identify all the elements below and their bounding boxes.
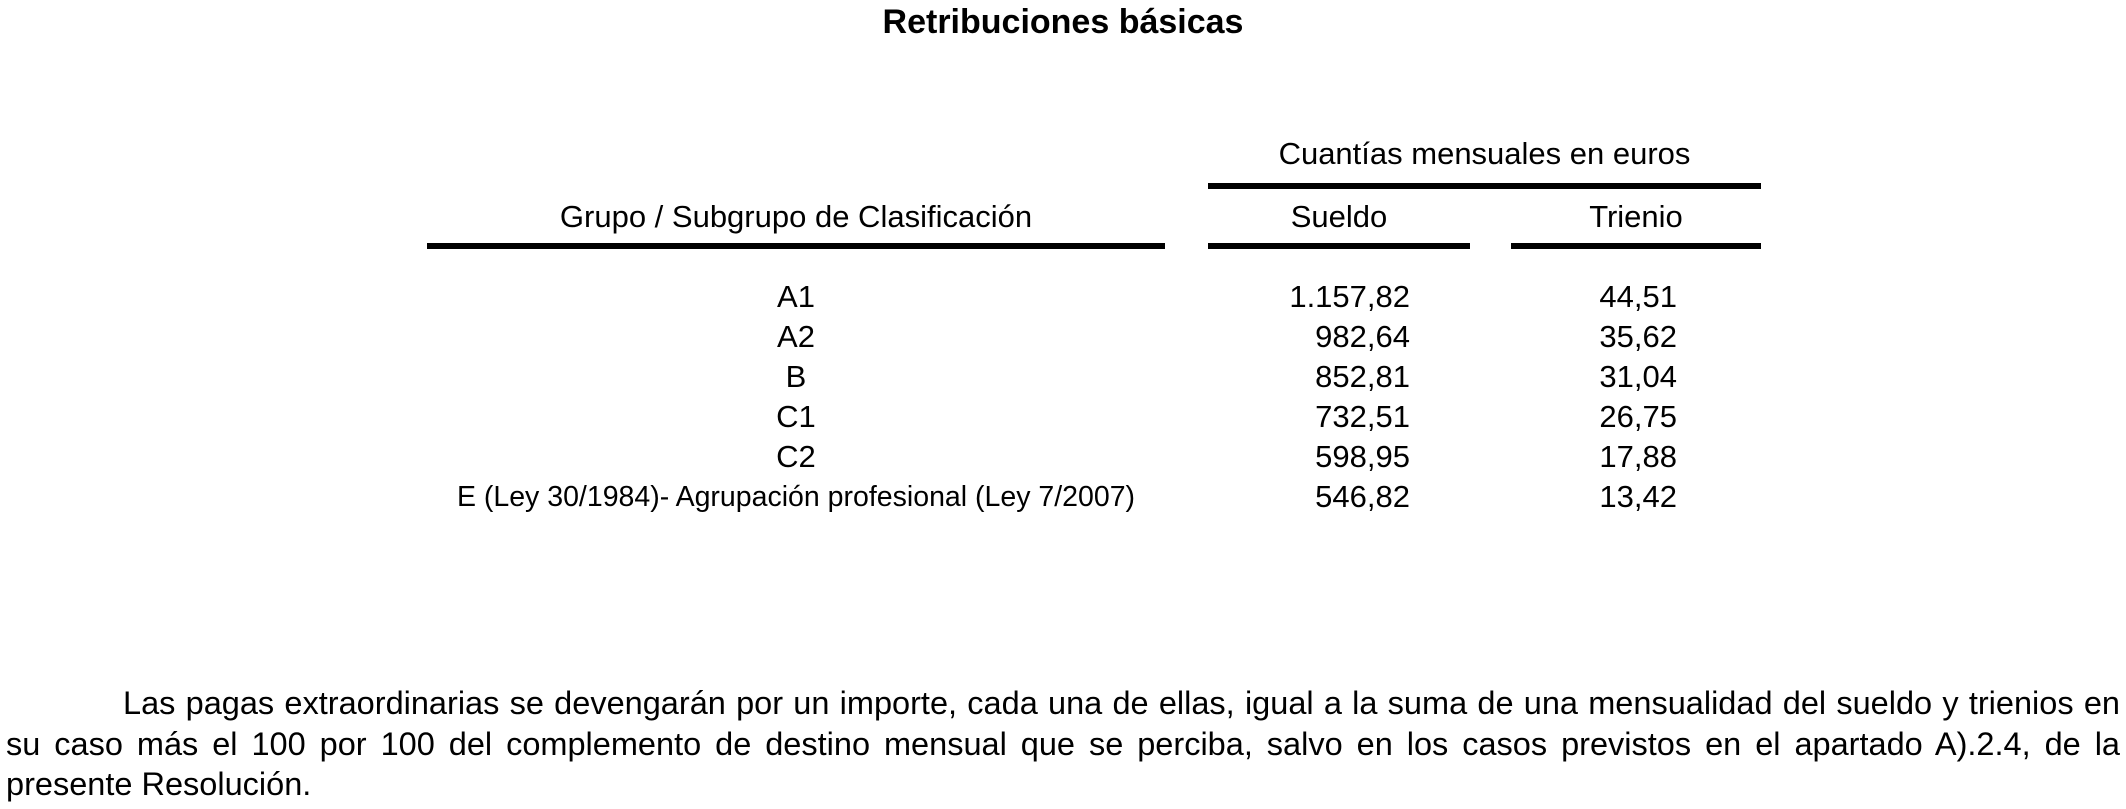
cell-sueldo: 852,81 (1315, 359, 1410, 394)
table-row (0, 317, 2126, 357)
cell-trienio: 26,75 (1599, 399, 1677, 434)
cell-group: A1 (777, 279, 815, 314)
cell-trienio: 44,51 (1599, 279, 1677, 314)
cell-trienio: 13,42 (1599, 479, 1677, 514)
table-row (0, 357, 2126, 397)
cell-sueldo: 982,64 (1315, 319, 1410, 354)
note-paragraph: Las pagas extraordinarias se devengarán por un importe, cada una de ellas, igual a la suma de una mensualidad del sueldo y trienios en su caso más el 100 por 100 del complemento de destino mensual que se perciba, salvo en los casos previstos en el apartado A).2.4, de la presente Resolución. (6, 685, 2120, 802)
table-row (0, 477, 2126, 517)
cell-group: C2 (776, 439, 816, 474)
cell-group: B (785, 359, 807, 394)
header-rule-sueldo (1208, 243, 1470, 249)
page-title: Retribuciones básicas (882, 3, 1244, 41)
cell-trienio: 17,88 (1599, 439, 1677, 474)
cell-group: E (Ley 30/1984)- Agrupación profesional (Ley 7/2007) (456, 481, 1136, 513)
cell-sueldo: 1.157,82 (1289, 279, 1410, 314)
cell-group: C1 (776, 399, 816, 434)
header-rule-trienio (1511, 243, 1761, 249)
cell-trienio: 31,04 (1599, 359, 1677, 394)
table-row (0, 397, 2126, 437)
table-row (0, 437, 2126, 477)
header-trienio: Trienio (1589, 199, 1683, 234)
header-grupo: Grupo / Subgrupo de Clasificación (559, 199, 1033, 234)
cell-sueldo: 598,95 (1315, 439, 1410, 474)
table-row (0, 277, 2126, 317)
cell-trienio: 35,62 (1599, 319, 1677, 354)
header-rule-top (1208, 183, 1761, 189)
cell-group: A2 (777, 319, 815, 354)
header-sueldo: Sueldo (1290, 199, 1388, 234)
header-cuantias: Cuantías mensuales en euros (1278, 136, 1691, 171)
header-rule-grupo (427, 243, 1165, 249)
cell-sueldo: 732,51 (1315, 399, 1410, 434)
cell-sueldo: 546,82 (1315, 479, 1410, 514)
